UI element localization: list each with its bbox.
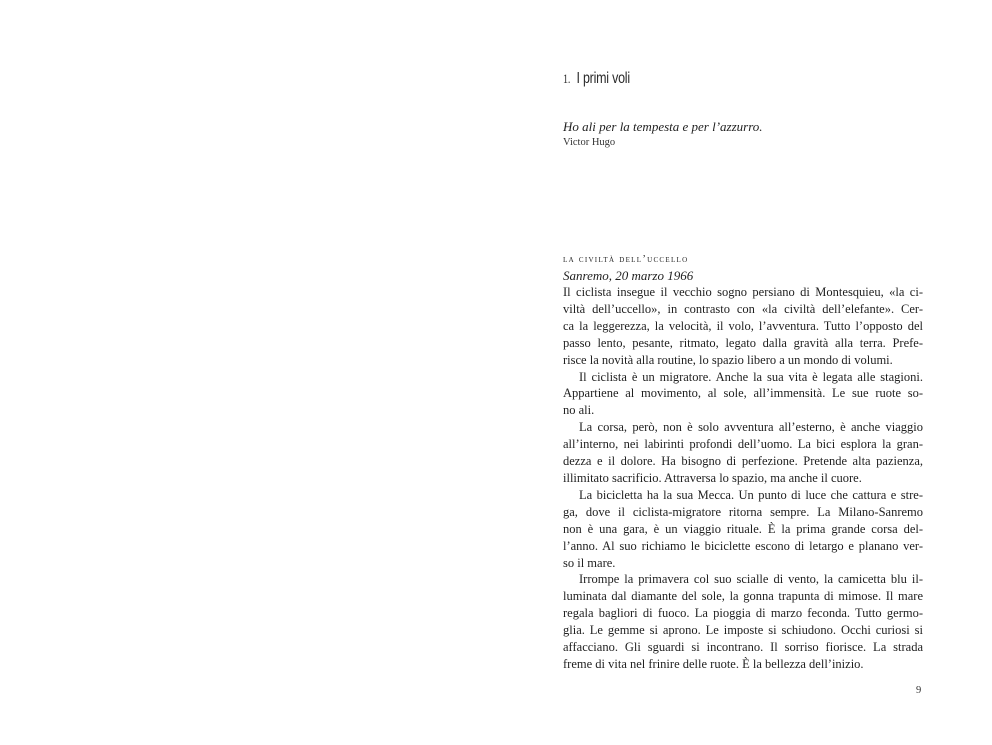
- text-line: Appartiene al movimento, al sole, all’immensità. Le sue ruote so-: [563, 386, 923, 401]
- text-line: freme di vita nel frinire delle ruote. È la bellezza dell’inizio.: [563, 656, 864, 671]
- text-line: regala bagliori di fuoco. La pioggia di marzo feconda. Tutto germo-: [563, 606, 923, 621]
- section-heading: la civiltà dell’uccello: [563, 254, 689, 265]
- chapter-title-text: I primi voli: [576, 70, 630, 87]
- epigraph-author: Victor Hugo: [563, 137, 616, 148]
- page-number: 9: [916, 685, 922, 696]
- text-line: La corsa, però, non è solo avventura all’esterno, è anche viaggio: [579, 420, 923, 435]
- paragraph: [563, 487, 923, 572]
- text-line: ca la leggerezza, la velocità, il volo, l’avventura. Tutto l’opposto del: [563, 318, 923, 333]
- text-line: affacciano. Gli sguardi si incontrano. Il sorriso fiorisce. La strada: [563, 640, 923, 655]
- paragraph: [563, 419, 923, 487]
- text-line: dezza e il dolore. Ha bisogno di perfezione. Pretende alta pazienza,: [563, 454, 923, 469]
- text-line: non è una gara, è un viaggio rituale. È la prima grande corsa del-: [563, 521, 923, 536]
- paragraph: [563, 284, 923, 369]
- text-line: all’interno, nei labirinti profondi dell’uomo. La bici esplora la gran-: [563, 437, 923, 452]
- text-line: passo lento, pesante, ritmato, legato dalla gravità alla terra. Prefe-: [563, 335, 923, 350]
- text-line: illimitato sacrificio. Attraversa lo spazio, ma anche il cuore.: [563, 470, 862, 485]
- chapter-title: [563, 70, 630, 88]
- text-line: Irrompe la primavera col suo scialle di vento, la camicetta blu il-: [579, 572, 923, 587]
- text-line: glia. Le gemme si aprono. Le imposte si schiudono. Occhi curiosi si: [563, 623, 923, 638]
- text-line: l’anno. Al suo richiamo le biciclette escono di letargo e planano ver-: [563, 538, 923, 553]
- text-line: ga, dove il ciclista-migratore ritorna sempre. La Milano-Sanremo: [563, 504, 923, 519]
- section: [563, 253, 923, 673]
- text-line: viltà dell’uccello», in contrasto con «la civiltà dell’elefante». Cer-: [563, 301, 923, 316]
- paragraph: [563, 369, 923, 420]
- text-line: La bicicletta ha la sua Mecca. Un punto di luce che cattura e stre-: [579, 487, 923, 502]
- text-line: Il ciclista insegue il vecchio sogno persiano di Montesquieu, «la ci-: [563, 285, 923, 299]
- text-line: luminata dal diamante del sole, la gonna trapunta di mimose. Il mare: [563, 589, 923, 604]
- text-line: Il ciclista è un migratore. Anche la sua vita è legata alle stagioni.: [579, 369, 923, 384]
- chapter-number: 1.: [563, 71, 571, 86]
- text-line: so il mare.: [563, 555, 616, 570]
- text-line: risce la novità alla routine, lo spazio libero a un mondo di volumi.: [563, 352, 893, 367]
- epigraph: [563, 119, 923, 150]
- paragraph: [563, 571, 923, 672]
- section-dateline: Sanremo, 20 marzo 1966: [563, 268, 694, 283]
- epigraph-quote: Ho ali per la tempesta e per l’azzurro.: [563, 119, 763, 134]
- body-text: [563, 284, 923, 673]
- text-line: no ali.: [563, 403, 595, 418]
